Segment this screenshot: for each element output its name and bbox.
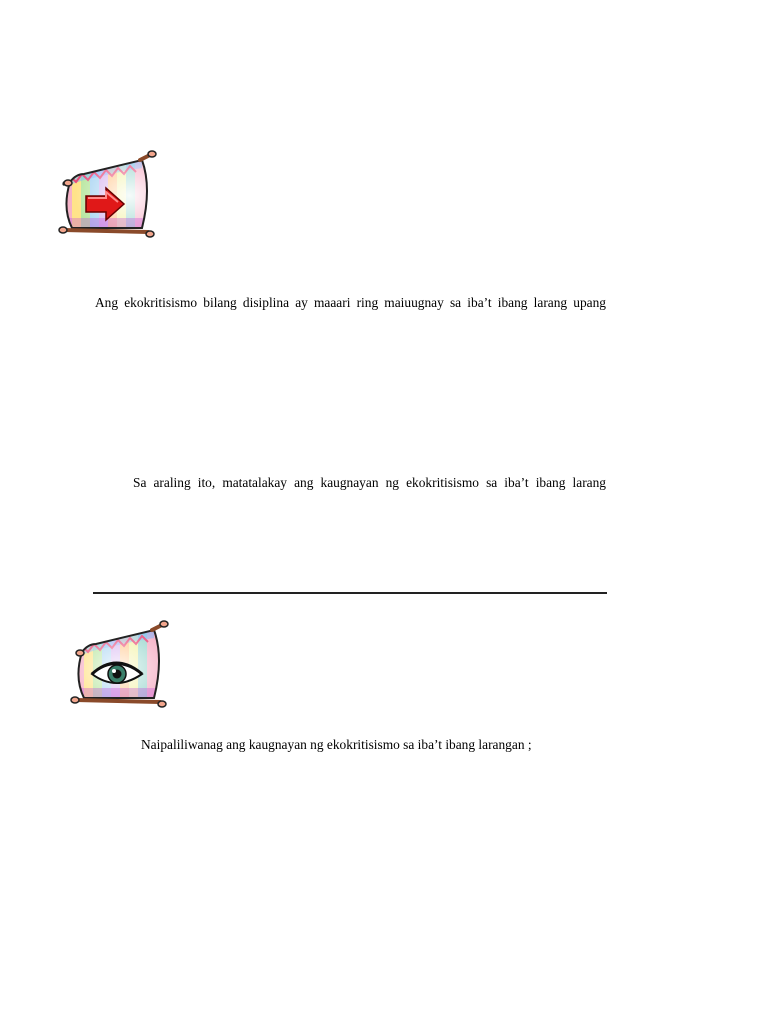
paragraph-lesson-line: Sa araling ito, matatalakay ang kaugnayan ng ekokritisismo sa iba’t ibang larang bbox=[133, 475, 606, 490]
paragraph-intro-line: Ang ekokritisismo bilang disiplina ay maaari ring maiuugnay sa iba’t ibang larang upang bbox=[95, 295, 606, 310]
eye-banner-icon bbox=[68, 618, 174, 712]
objective-line: Naipaliliwanag ang kaugnayan ng ekokritisismo sa iba’t ibang larangan ; bbox=[141, 737, 532, 752]
section-divider bbox=[93, 592, 607, 594]
arrow-banner-icon bbox=[56, 148, 162, 242]
